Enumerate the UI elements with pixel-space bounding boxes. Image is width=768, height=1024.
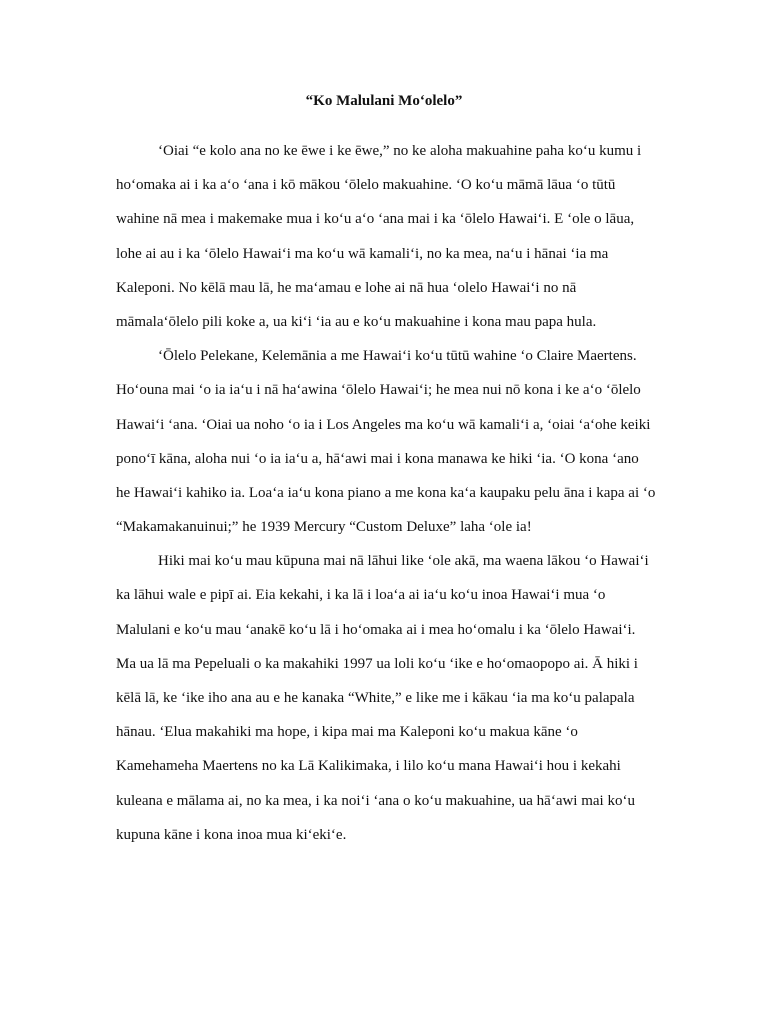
text-line: ‘Ōlelo Pelekane, Kelemānia a me Hawai‘i ko‘u tūtū wahine ‘o Claire Maertens.	[158, 348, 637, 365]
page-title: “Ko Malulani Mo‘olelo”	[305, 93, 463, 109]
text-line: māmala‘ōlelo pili koke a, ua ki‘i ‘ia au e ko‘u makuahine i kona mau papa hula.	[116, 313, 597, 330]
text-line: Kamehameha Maertens no ka Lā Kalikimaka, i lilo ko‘u mana Hawai‘i hou i kekahi	[116, 758, 621, 775]
text-line: kēlā lā, ke ‘ike iho ana au e he kanaka “White,” e like me i kākau ‘ia ma ko‘u palapala	[116, 690, 635, 706]
text-line: Malulani e ko‘u mau ‘anakē ko‘u lā i ho‘omaka ai i mea ho‘omalu i ka ‘ōlelo Hawai‘i.	[116, 621, 636, 638]
text-line: kuleana e mālama ai, no ka mea, i ka noi‘i ‘ana o ko‘u makuahine, ua hā‘awi mai ko‘u	[116, 792, 635, 809]
text-line: kupuna kāne i kona inoa mua ki‘eki‘e.	[116, 826, 347, 843]
text-line: wahine nā mea i makemake mua i ko‘u a‘o ‘ana mai i ka ‘ōlelo Hawai‘i. E ‘ole o lāua,	[116, 211, 635, 228]
text-line: ho‘omaka ai i ka a‘o ‘ana i kō mākou ‘ōlelo makuahine. ‘O ko‘u māmā lāua ‘o tūtū	[116, 177, 616, 194]
text-line: Ma ua lā ma Pepeluali o ka makahiki 1997 ua loli ko‘u ‘ike e ho‘omaopopo ai. Ā hiki i	[116, 655, 638, 672]
text-line: pono‘ī kāna, aloha nui ‘o ia ia‘u a, hā‘awi mai i kona manawa ke hiki ‘ia. ‘O kona ‘ano	[116, 450, 639, 467]
text-line: ‘Oiai “e kolo ana no ke ēwe i ke ēwe,” no ke aloha makuahine paha ko‘u kumu i	[158, 143, 642, 159]
text-line: Kaleponi. No kēlā mau lā, he ma‘amau e lohe ai nā hua ‘olelo Hawai‘i no nā	[116, 279, 577, 296]
text-line: he Hawai‘i kahiko ia. Loa‘a ia‘u kona piano a me kona ka‘a kaupaku pelu āna i kapa ai ‘o	[116, 484, 656, 501]
essay-body	[116, 139, 676, 857]
text-line: “Makamakanuinui;” he 1939 Mercury “Custom Deluxe” laha ‘ole ia!	[116, 519, 532, 536]
text-line: Hiki mai ko‘u mau kūpuna mai nā lāhui like ‘ole akā, ma waena lākou ‘o Hawai‘i	[158, 553, 649, 570]
text-line: Ho‘ouna mai ‘o ia ia‘u i nā ha‘awina ‘ōlelo Hawai‘i; he mea nui nō kona i ke a‘o ‘ōlelo	[116, 382, 641, 399]
text-line: lohe ai au i ka ‘ōlelo Hawai‘i ma ko‘u wā kamali‘i, no ka mea, na‘u i hānai ‘ia ma	[116, 245, 609, 262]
text-line: hānau. ‘Elua makahiki ma hope, i kipa mai ma Kaleponi ko‘u makua kāne ‘o	[116, 724, 578, 741]
text-line: Hawai‘i ‘ana. ‘Oiai ua noho ‘o ia i Los Angeles ma ko‘u wā kamali‘i a, ‘oiai ‘a‘ohe keiki	[116, 416, 651, 433]
text-line: ka lāhui wale e pipī ai. Eia kekahi, i ka lā i loa‘a ai ia‘u ko‘u inoa Hawai‘i mua ‘o	[116, 587, 606, 604]
